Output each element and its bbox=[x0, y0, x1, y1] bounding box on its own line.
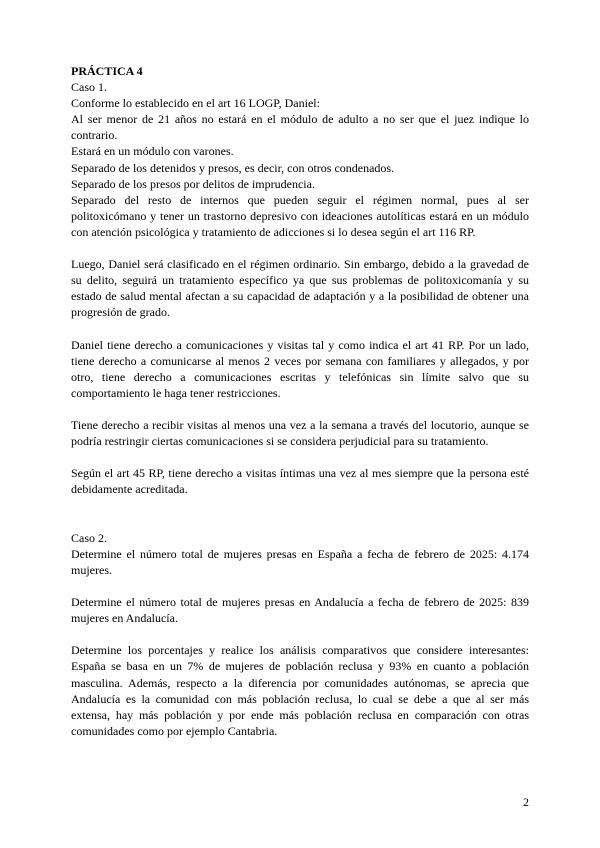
case2-paragraph-andalucia-total: Determine el número total de mujeres presas en Andalucía a fecha de febrero de 2025: 839 mujeres en Andalucía. bbox=[71, 595, 529, 626]
case2-paragraph-percentages: Determine los porcentajes y realice los análisis comparativos que considere interesantes: España se basa en un 7% de mujeres de población reclusa y 93% en cuanto a población masculina. Además, respecto a la diferencia por comunidades autónomas, se aprecia que Andalucía es la comunidad con más población reclusa, lo cual se debe a que al ser más extensa, hay más población y por ende más población reclusa en comparación con otras comunidades como por ejemplo Cantabria. bbox=[71, 643, 529, 738]
case1-paragraph-separation-regime: Separado del resto de internos que pueden seguir el régimen normal, pues al ser politoxicómano y tener un trastorno depresivo con ideaciones autolíticas estará en un módulo con atención psicológica y tratamiento de adicciones si lo desea según el art 116 RP. bbox=[71, 192, 529, 239]
case2-paragraph-spain-total: Determine el número total de mujeres presas en España a fecha de febrero de 2025: 4.174 mujeres. bbox=[71, 546, 529, 577]
case1-paragraph-communications: Daniel tiene derecho a comunicaciones y visitas tal y como indica el art 41 RP. Por un lado, tiene derecho a comunicarse al menos 2 veces por semana con familiares y allegados, y por otro, tiene derecho a comunicaciones escritas y telefónicas sin límite salvo que su comportamiento le haga tener restricciones. bbox=[71, 337, 529, 400]
document-title: PRÁCTICA 4 bbox=[71, 64, 143, 78]
case1-paragraph-separation-detainees: Separado de los detenidos y presos, es decir, con otros condenados. bbox=[71, 160, 395, 175]
case2-heading: Caso 2. bbox=[71, 530, 107, 545]
case1-heading: Caso 1. bbox=[71, 80, 107, 95]
case1-paragraph-separation-imprudence: Separado de los presos por delitos de imprudencia. bbox=[71, 176, 315, 191]
case1-paragraph-visits: Tiene derecho a recibir visitas al menos una vez a la semana a través del locutorio, aunque se podría restringir ciertas comunicaciones si se considera perjudicial para su tratamiento. bbox=[71, 418, 529, 449]
case1-paragraph-age: Al ser menor de 21 años no estará en el módulo de adulto a no ser que el juez indique lo contrario. bbox=[71, 112, 529, 143]
document-content bbox=[71, 63, 529, 739]
page-number: 2 bbox=[523, 795, 529, 809]
case1-paragraph-module: Estará en un módulo con varones. bbox=[71, 144, 234, 159]
case1-paragraph-intro: Conforme lo establecido en el art 16 LOGP, Daniel: bbox=[71, 96, 320, 111]
case1-paragraph-intimate-visits: Según el art 45 RP, tiene derecho a visitas íntimas una vez al mes siempre que la persona esté debidamente acreditada. bbox=[71, 466, 529, 497]
case1-paragraph-classification: Luego, Daniel será clasificado en el régimen ordinario. Sin embargo, debido a la gravedad de su delito, seguirá un tratamiento específico ya que sus problemas de politoxicomanía y su estado de salud mental afectan a su capacidad de adaptación y a la posibilidad de obtener una progresión de grado. bbox=[71, 257, 529, 320]
